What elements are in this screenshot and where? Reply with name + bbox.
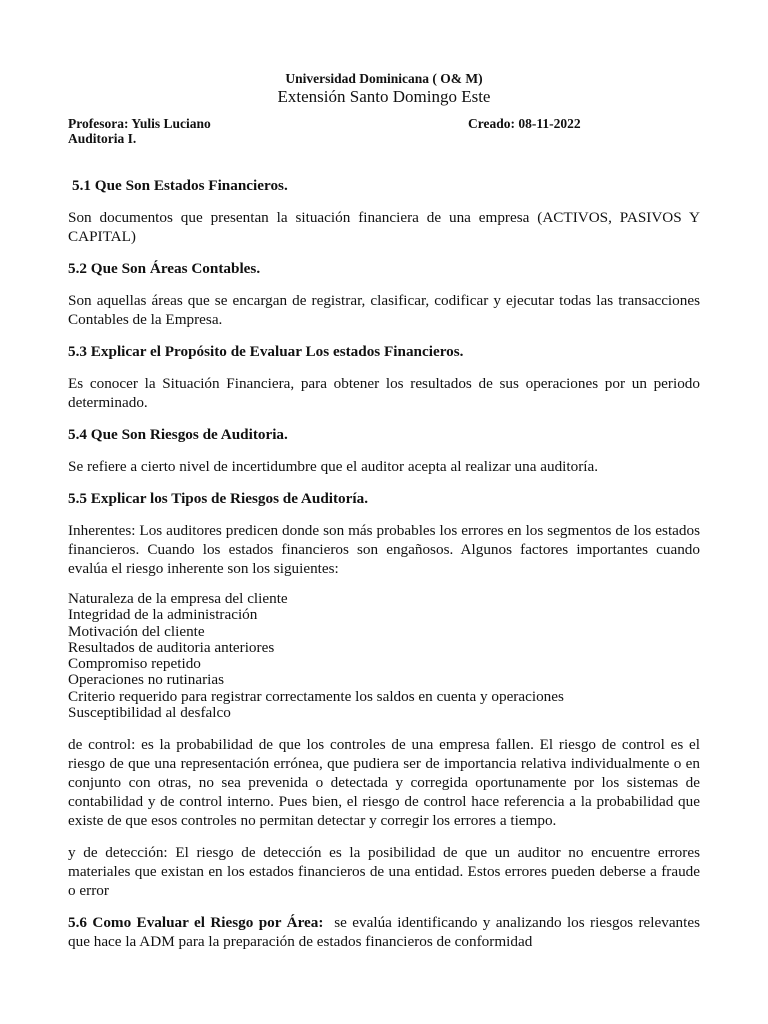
campus-extension: Extensión Santo Domingo Este (277, 87, 491, 106)
control-risk-paragraph: de control: es la probabilidad de que los controles de una empresa fallen. El riesgo de control es el riesgo de que una representación errónea, que pudiera ser de importancia relativa individualmente o en conjunto con otras, no sea prevenida o detectada y corregida oportunamente por los sistemas de contabilidad y de control interno. Pues bien, el riesgo de control hace referencia a la probabilidad que existe de que esos controles no permitan detectar y corregir los errores a tiempo. (68, 736, 700, 830)
professor-name: Profesora: Yulis Luciano (68, 116, 211, 131)
section-title-5-6: 5.6 Como Evaluar el Riesgo por Área: (68, 914, 324, 932)
section-body-5-3: Es conocer la Situación Financiera, para obtener los resultados de sus operaciones por un periodo determinado. (68, 375, 700, 411)
section-title-5-2: 5.2 Que Son Áreas Contables. (68, 260, 261, 277)
document-body (68, 176, 700, 964)
list-item: Integridad de la administración (68, 606, 258, 624)
list-item: Naturaleza de la empresa del cliente (68, 590, 288, 607)
created-date: Creado: 08-11-2022 (468, 116, 581, 131)
list-item: Compromiso repetido (68, 655, 201, 673)
section-title-5-3: 5.3 Explicar el Propósito de Evaluar Los estados Financieros. (68, 343, 464, 360)
section-5-6-paragraph (68, 913, 700, 951)
section-body-5-2: Son aquellas áreas que se encargan de registrar, clasificar, codificar y ejecutar todas las transacciones Contables de la Empresa. (68, 292, 700, 328)
section-body-5-6: se evalúa identificando y analizando los riesgos relevantes que hace la ADM para la preparación de estados financieros de conformidad (68, 914, 701, 951)
section-title-5-1: 5.1 Que Son Estados Financieros. (72, 177, 288, 194)
list-item: Criterio requerido para registrar correctamente los saldos en cuenta y operaciones (68, 687, 564, 705)
list-item: Operaciones no rutinarias (68, 671, 225, 689)
course-name: Auditoria I. (68, 131, 137, 146)
list-item: Susceptibilidad al desfalco (68, 704, 231, 722)
inherent-risk-paragraph: Inherentes: Los auditores predicen donde son más probables los errores en los segmentos de los estados financieros. Cuando los estados financieros son engañosos. Algunos factores importantes cuando evalúa el riesgo inherente son los siguientes: (68, 522, 700, 577)
section-title-5-4: 5.4 Que Son Riesgos de Auditoria. (68, 426, 288, 443)
section-title-5-5: 5.5 Explicar los Tipos de Riesgos de Auditoría. (68, 490, 369, 507)
detection-risk-paragraph: y de detección: El riesgo de detección es la posibilidad de que un auditor no encuentre errores materiales que existan en los estados financieros de una entidad. Estos errores pueden deberse a fraude o error (68, 844, 700, 900)
section-body-5-4: Se refiere a cierto nivel de incertidumbre que el auditor acepta al realizar una auditoría. (68, 458, 599, 475)
list-item: Resultados de auditoria anteriores (68, 638, 275, 656)
inherent-risk-factors-list (68, 591, 700, 721)
university-name: Universidad Dominicana ( O& M) (285, 71, 483, 86)
list-item: Motivación del cliente (68, 622, 205, 640)
section-body-5-1: Son documentos que presentan la situación financiera de una empresa (ACTIVOS, PASIVOS Y CAPITAL) (68, 209, 700, 245)
